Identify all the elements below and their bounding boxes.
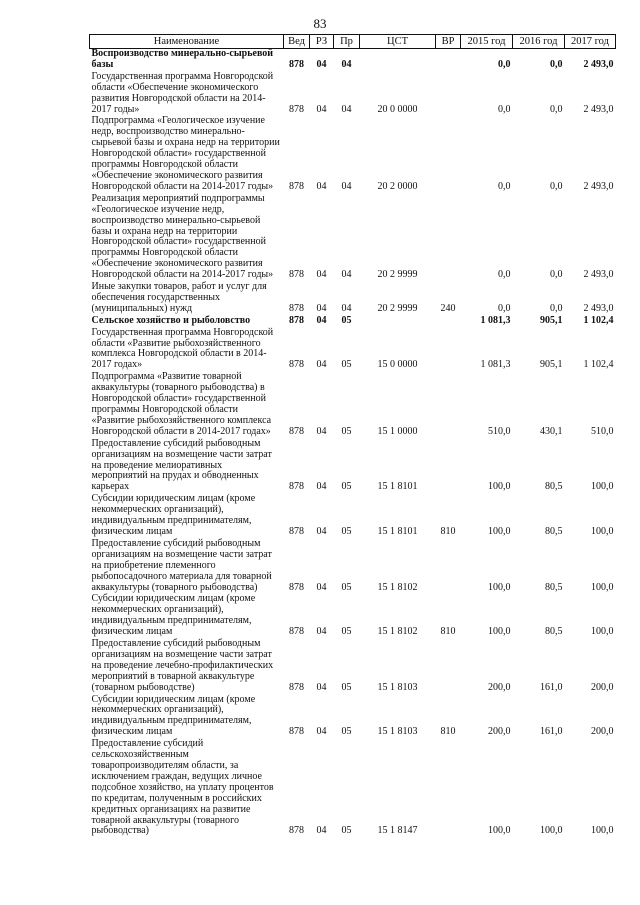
row-cst: 15 1 8103 xyxy=(377,681,418,693)
row-pr: 05 xyxy=(341,626,352,638)
row-name: Субсидии юридическим лицам (кроме некоммерческих организаций), индивидуальным предпринимателям, физическим лицам xyxy=(91,593,256,638)
row-pr: 04 xyxy=(341,58,352,70)
row-pr: 04 xyxy=(341,180,352,192)
row-amount-2015: 1 081,3 xyxy=(480,359,511,371)
header-cst: ЦСТ xyxy=(360,35,436,49)
row-name: Предоставление субсидий рыбоводным организациям на возмещение части затрат на проведение лечебно-профилактических мероприятий в товарной аквакультуре (товарном рыбоводстве) xyxy=(91,638,274,693)
row-amount-2015: 100,0 xyxy=(488,581,511,593)
budget-table-container xyxy=(89,34,615,838)
row-amount-2016: 161,0 xyxy=(540,681,563,693)
header-rz: РЗ xyxy=(310,35,334,49)
row-cst: 20 2 9999 xyxy=(377,269,418,281)
row-cst: 15 1 8147 xyxy=(377,825,418,837)
row-ved: 878 xyxy=(289,581,304,593)
row-name: Иные закупки товаров, работ и услуг для обеспечения государственных (муниципальных) нужд xyxy=(91,281,267,314)
row-amount-2017: 200,0 xyxy=(591,681,614,693)
header-2016: 2016 год xyxy=(513,35,565,49)
row-amount-2017: 100,0 xyxy=(591,626,614,638)
row-pr: 05 xyxy=(341,681,352,693)
row-pr: 05 xyxy=(341,481,352,493)
row-amount-2017: 200,0 xyxy=(591,726,614,738)
row-amount-2016: 100,0 xyxy=(540,825,563,837)
row-amount-2017: 2 493,0 xyxy=(583,103,614,115)
row-rz: 04 xyxy=(316,825,327,837)
row-rz: 04 xyxy=(316,425,327,437)
row-pr: 05 xyxy=(341,825,352,837)
row-rz: 04 xyxy=(316,359,327,371)
section-row xyxy=(90,49,616,72)
header-vr: ВР xyxy=(436,35,461,49)
row-name: Подпрограмма «Геологическое изучение недр, воспроизводство минерально-сырьевой базы и охрана недр на территории Новгородской области» государственной программы Новгородской области «Обеспечение экономического развития Новгородской области на 2014-2017 годы» xyxy=(91,115,280,192)
row-name: Субсидии юридическим лицам (кроме некоммерческих организаций), индивидуальным предпринимателям, физическим лицам xyxy=(91,493,256,537)
row-name: Подпрограмма «Развитие товарной аквакультуры (товарного рыбоводства) в Новгородской области» государственной программы Новгородской области «Развитие рыбохозяйственного комплекса Новгородской области в 2014-2017 годах» xyxy=(91,371,272,437)
row-ved: 878 xyxy=(289,58,304,70)
row-amount-2016: 161,0 xyxy=(540,726,563,738)
header-pr: Пр xyxy=(334,35,360,49)
row-vr xyxy=(436,116,461,193)
row-name: Государственная программа Новгородской области «Развитие рыбохозяйственного комплекса Новгородской области в 2014-2017 годах» xyxy=(91,326,274,371)
row-cst: 20 2 0000 xyxy=(377,180,418,192)
row-amount-2015: 1 081,3 xyxy=(480,314,511,326)
row-amount-2017: 2 493,0 xyxy=(583,269,614,281)
row-amount-2015: 100,0 xyxy=(488,825,511,837)
header-2015: 2015 год xyxy=(461,35,513,49)
header-row xyxy=(90,35,616,49)
row-name: Субсидии юридическим лицам (кроме некоммерческих организаций), индивидуальным предпринимателям, физическим лицам xyxy=(91,693,256,738)
row-rz: 04 xyxy=(316,302,327,314)
table-row xyxy=(90,439,616,495)
row-pr: 05 xyxy=(341,314,352,326)
row-name: Предоставление субсидий рыбоводным организациям на возмещение части затрат на проведение мелиоративных мероприятий на прудах и обводненных карьерах xyxy=(91,437,272,493)
table-row xyxy=(90,494,616,539)
row-amount-2016: 430,1 xyxy=(540,425,563,437)
row-vr xyxy=(436,539,461,595)
row-ved: 878 xyxy=(289,359,304,371)
row-cst: 15 1 8102 xyxy=(377,581,418,593)
row-amount-2016: 0,0 xyxy=(550,58,563,70)
table-row xyxy=(90,695,616,740)
row-amount-2015: 0,0 xyxy=(498,180,511,192)
row-amount-2016: 80,5 xyxy=(545,626,563,638)
row-vr: 810 xyxy=(440,726,456,738)
header-ved: Вед xyxy=(284,35,310,49)
row-name: Предоставление субсидий рыбоводным организациям на возмещение части затрат на приобретение племенного рыбопосадочного материала для товарной аквакультуры (товарного рыбоводства) xyxy=(91,537,272,593)
row-amount-2017: 100,0 xyxy=(591,581,614,593)
row-amount-2015: 200,0 xyxy=(488,681,511,693)
row-rz: 04 xyxy=(316,525,327,537)
row-rz: 04 xyxy=(316,581,327,593)
row-ved: 878 xyxy=(289,481,304,493)
row-ved: 878 xyxy=(289,269,304,281)
page-number: 83 xyxy=(313,16,327,31)
table-row xyxy=(90,594,616,639)
row-amount-2015: 200,0 xyxy=(488,726,511,738)
row-ved: 878 xyxy=(289,302,304,314)
row-amount-2017: 1 102,4 xyxy=(583,314,614,326)
row-amount-2017: 100,0 xyxy=(591,825,614,837)
table-row xyxy=(90,116,616,193)
row-cst: 15 1 8101 xyxy=(377,481,418,493)
row-cst: 15 1 8102 xyxy=(377,626,418,638)
row-amount-2017: 1 102,4 xyxy=(583,359,614,371)
row-amount-2015: 0,0 xyxy=(498,269,511,281)
row-rz: 04 xyxy=(316,314,327,326)
row-vr xyxy=(436,72,461,117)
row-amount-2016: 0,0 xyxy=(550,180,563,192)
row-amount-2017: 2 493,0 xyxy=(583,302,614,314)
row-amount-2016: 80,5 xyxy=(545,581,563,593)
table-row xyxy=(90,539,616,595)
row-ved: 878 xyxy=(289,626,304,638)
row-vr xyxy=(436,439,461,495)
row-ved: 878 xyxy=(289,681,304,693)
row-vr: 810 xyxy=(440,525,456,537)
row-cst: 15 1 0000 xyxy=(377,425,418,437)
row-ved: 878 xyxy=(289,314,304,326)
row-pr: 05 xyxy=(341,525,352,537)
row-amount-2017: 2 493,0 xyxy=(583,58,614,70)
table-row xyxy=(90,72,616,117)
table-row xyxy=(90,639,616,695)
row-rz: 04 xyxy=(316,626,327,638)
table-row xyxy=(90,739,616,838)
row-amount-2015: 100,0 xyxy=(488,525,511,537)
table-body xyxy=(90,49,616,839)
row-pr: 05 xyxy=(341,359,352,371)
table-row xyxy=(90,372,616,438)
row-pr: 04 xyxy=(341,269,352,281)
row-vr xyxy=(436,194,461,282)
row-amount-2015: 100,0 xyxy=(488,626,511,638)
row-name: Реализация мероприятий подпрограммы «Геологическое изучение недр, воспроизводство минерально-сырьевой базы и охрана недр на территории Новгородской области» государственной программы Новгородской области «Обеспечение экономического развития Новгородской области на 2014-2017 годы» xyxy=(91,192,274,281)
row-amount-2016: 0,0 xyxy=(550,269,563,281)
section-row xyxy=(90,316,616,328)
row-pr: 05 xyxy=(341,726,352,738)
row-vr xyxy=(436,49,461,72)
row-amount-2015: 510,0 xyxy=(488,425,511,437)
row-cst: 15 1 8101 xyxy=(377,525,418,537)
header-name: Наименование xyxy=(90,35,284,49)
table-row xyxy=(90,194,616,282)
row-vr xyxy=(436,328,461,373)
row-rz: 04 xyxy=(316,681,327,693)
row-name: Воспроизводство минерально-сырьевой базы xyxy=(91,48,274,70)
row-rz: 04 xyxy=(316,58,327,70)
row-amount-2016: 80,5 xyxy=(545,481,563,493)
row-amount-2015: 100,0 xyxy=(488,481,511,493)
row-ved: 878 xyxy=(289,103,304,115)
row-cst: 15 1 8103 xyxy=(377,726,418,738)
table-row xyxy=(90,282,616,316)
row-amount-2017: 2 493,0 xyxy=(583,180,614,192)
row-pr: 04 xyxy=(341,302,352,314)
row-amount-2017: 100,0 xyxy=(591,525,614,537)
row-name: Сельское хозяйство и рыболовство xyxy=(91,314,251,326)
row-vr: 810 xyxy=(440,626,456,638)
row-rz: 04 xyxy=(316,269,327,281)
row-vr xyxy=(436,739,461,838)
row-rz: 04 xyxy=(316,180,327,192)
header-2017: 2017 год xyxy=(565,35,616,49)
table-row xyxy=(90,328,616,373)
row-name: Предоставление субсидий сельскохозяйственным товаропроизводителям области, за исключением граждан, ведущих личное подсобное хозяйство, на уплату процентов по кредитам, полученным в российских кредитных организациях на развитие товарной аквакультуры (товарного рыбоводства) xyxy=(91,738,274,837)
budget-table xyxy=(89,34,616,838)
row-cst xyxy=(360,316,436,328)
row-rz: 04 xyxy=(316,103,327,115)
row-name: Государственная программа Новгородской области «Обеспечение экономического развития Новгородской области на 2014-2017 годы» xyxy=(91,70,274,115)
row-amount-2016: 0,0 xyxy=(550,103,563,115)
row-amount-2015: 0,0 xyxy=(498,103,511,115)
row-amount-2016: 80,5 xyxy=(545,525,563,537)
row-amount-2016: 905,1 xyxy=(540,359,563,371)
row-amount-2017: 510,0 xyxy=(591,425,614,437)
row-vr xyxy=(436,316,461,328)
table-header xyxy=(90,35,616,49)
row-cst: 15 0 0000 xyxy=(377,359,418,371)
row-vr: 240 xyxy=(440,302,456,314)
row-rz: 04 xyxy=(316,481,327,493)
row-cst: 20 0 0000 xyxy=(377,103,418,115)
row-amount-2017: 100,0 xyxy=(591,481,614,493)
row-pr: 05 xyxy=(341,425,352,437)
row-ved: 878 xyxy=(289,825,304,837)
row-pr: 05 xyxy=(341,581,352,593)
row-vr xyxy=(436,372,461,438)
row-amount-2016: 0,0 xyxy=(550,302,563,314)
row-amount-2015: 0,0 xyxy=(498,58,511,70)
row-cst: 20 2 9999 xyxy=(377,302,418,314)
row-pr: 04 xyxy=(341,103,352,115)
row-vr xyxy=(436,639,461,695)
row-ved: 878 xyxy=(289,180,304,192)
row-rz: 04 xyxy=(316,726,327,738)
row-cst xyxy=(360,49,436,72)
row-amount-2016: 905,1 xyxy=(540,314,563,326)
row-ved: 878 xyxy=(289,425,304,437)
row-ved: 878 xyxy=(289,726,304,738)
row-amount-2015: 0,0 xyxy=(498,302,511,314)
row-ved: 878 xyxy=(289,525,304,537)
